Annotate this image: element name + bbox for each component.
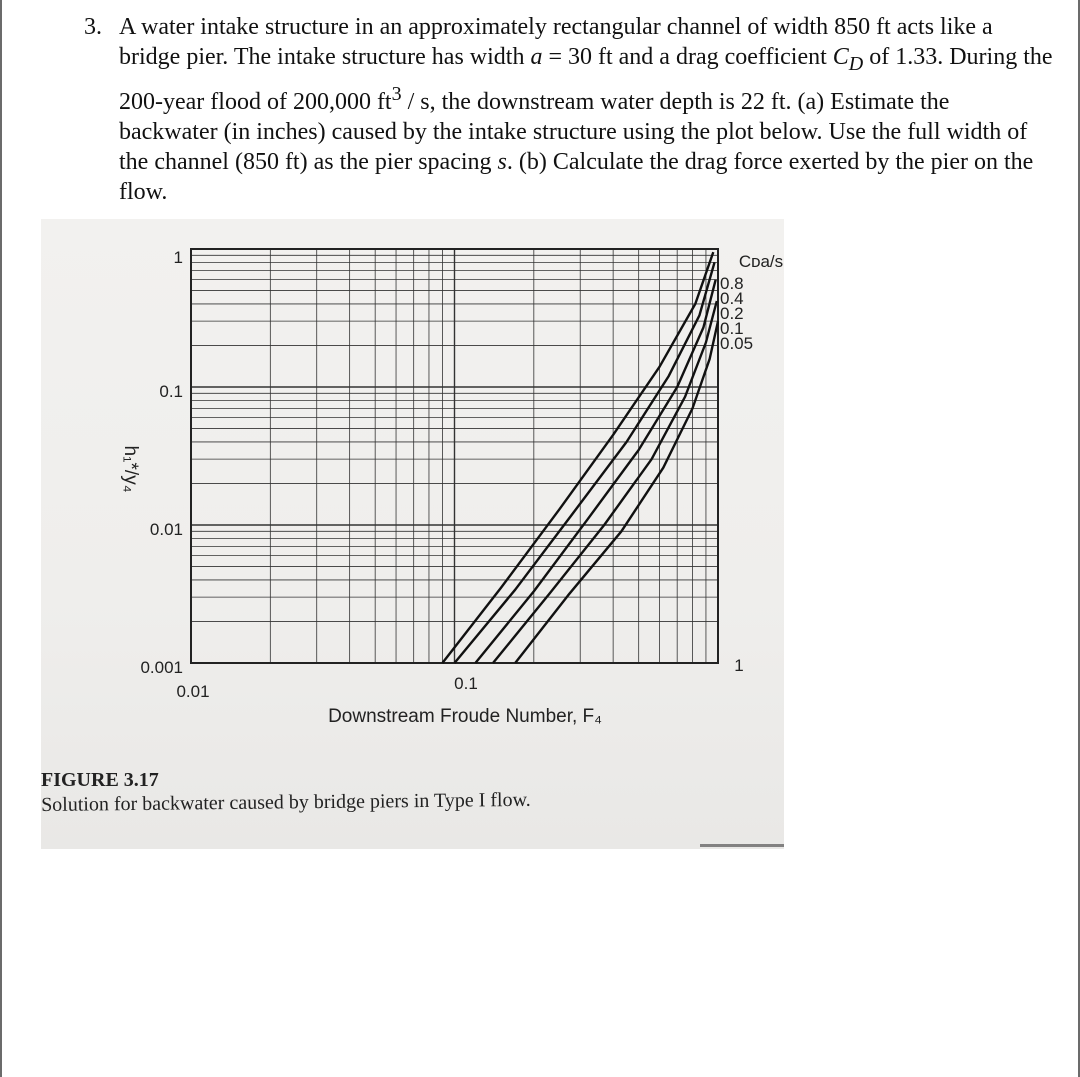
problem-text (119, 12, 1054, 207)
legend-entry: 0.1 (720, 319, 744, 338)
x-tick-label: 0.01 (176, 682, 210, 701)
figure-label: FIGURE 3.17 (41, 769, 159, 791)
legend-entry: 0.8 (720, 274, 744, 293)
problem-number: 3. (84, 14, 102, 40)
y-tick-label: 0.001 (140, 658, 183, 677)
problem-text-part: . (b) Calculate the drag force exerted by the pier on the flow. (119, 148, 1034, 205)
scan-mark (700, 844, 784, 847)
var-cd-subscript: D (848, 52, 864, 75)
curve-cda-s-0_05 (515, 321, 718, 663)
var-s: s (497, 148, 507, 175)
y-axis-title: h₁*/y₄ (120, 445, 141, 493)
chart-grid (191, 249, 718, 663)
curve-cda-s-0_4 (455, 262, 715, 663)
y-tick-label: 1 (173, 248, 183, 267)
legend-entry: 0.4 (720, 289, 744, 308)
curve-cda-s-0_8 (442, 252, 713, 663)
curve-cda-s-0_1 (493, 301, 717, 663)
y-tick-label: 0.1 (159, 382, 183, 401)
legend-title: Cᴅa/s (738, 252, 784, 271)
var-a: a (530, 44, 543, 70)
curve-cda-s-0_2 (475, 280, 715, 663)
problem-text-part: = 30 ft and a drag coefficient (542, 44, 833, 70)
backwater-chart (41, 219, 784, 849)
x-tick-label: 0.1 (454, 674, 478, 693)
legend-entry: 0.05 (720, 334, 754, 353)
figure-caption (41, 768, 781, 818)
problem-text-part: of 1.33. During the 200-year flood of 200,000 ft (119, 44, 1053, 115)
legend-entry: 0.2 (720, 304, 744, 323)
var-cd: C (832, 44, 849, 70)
x-tick-label: 1 (734, 656, 744, 675)
figure-caption-text: Solution for backwater caused by bridge piers in Type I flow. (41, 788, 531, 816)
x-axis-title: Downstream Froude Number, F₄ (328, 706, 602, 727)
problem-text-part: / s, the downstream water depth is 22 ft. (a) Estimate the backwater (in inches) caused by the intake structure using the plot below. Use the full width of the channel (850 ft) as the pier spacing (119, 88, 1028, 175)
superscript-3: 3 (391, 82, 402, 105)
page-border-left (0, 0, 2, 1077)
y-tick-label: 0.01 (149, 520, 183, 539)
problem-text-part: A water intake structure in an approximately rectangular channel of width 850 ft acts like a bridge pier. The intake structure has width (119, 14, 993, 70)
